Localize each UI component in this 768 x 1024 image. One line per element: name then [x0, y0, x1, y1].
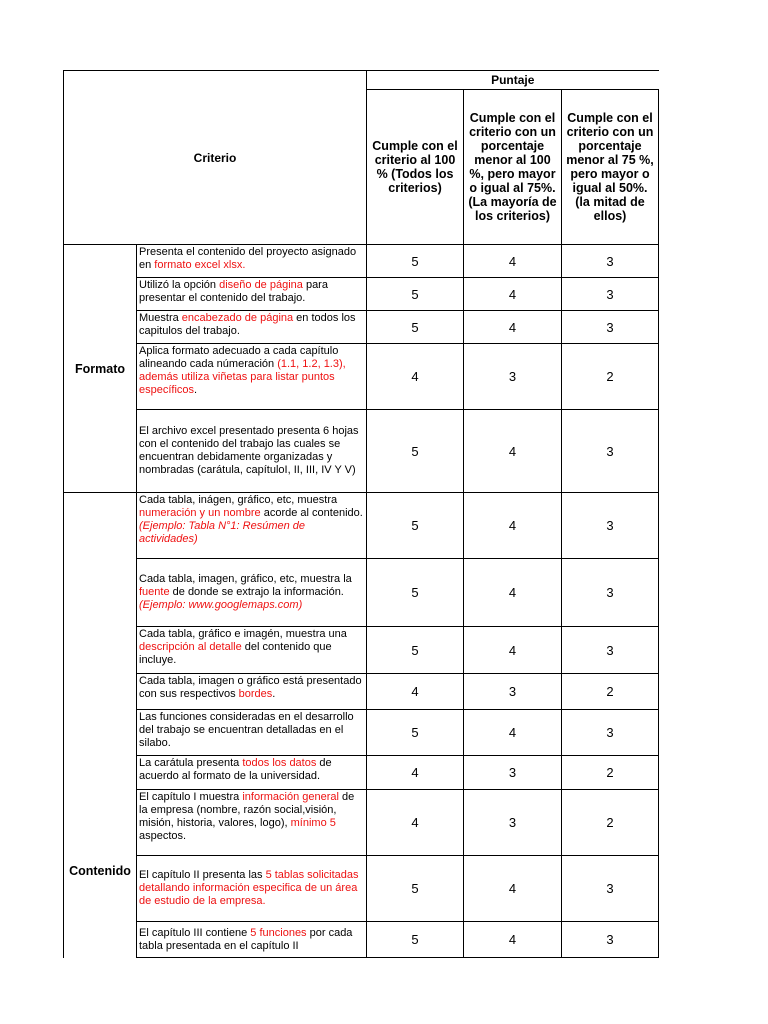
rubric-sheet: [63, 70, 659, 958]
score-cell: 2: [562, 756, 659, 790]
score-cell: 4: [464, 559, 562, 627]
score-cell: 3: [464, 790, 562, 856]
score-cell: 5: [367, 627, 464, 674]
score-cell: 5: [367, 245, 464, 278]
score-cell: 3: [464, 344, 562, 410]
criterion-segment: El capítulo II presenta las: [139, 869, 266, 881]
score-cell: 4: [367, 756, 464, 790]
score-cell: 3: [562, 710, 659, 756]
rubric-row: [64, 278, 659, 311]
score-cell: 4: [367, 790, 464, 856]
score-cell: 3: [562, 245, 659, 278]
criterion-segment: El capítulo I muestra: [139, 791, 243, 803]
criterion-segment: Cada tabla, gráfico e imagén, muestra una: [139, 628, 347, 640]
score-cell: 3: [562, 856, 659, 922]
score-cell: 3: [562, 922, 659, 958]
criterion-highlight: bordes: [238, 688, 273, 700]
category-formato: Formato: [64, 245, 137, 493]
rubric-row: [64, 559, 659, 627]
rubric-row: [64, 790, 659, 856]
rubric-row: [64, 922, 659, 958]
rubric-row: [64, 710, 659, 756]
criterion-segment: acorde al contenido.: [260, 507, 363, 519]
criterion-segment: de donde se extrajo la información.: [169, 586, 344, 598]
criterion-highlight: encabezado de página: [181, 312, 294, 324]
criterion-highlight: 5 funciones: [250, 926, 307, 939]
score-cell: 4: [464, 922, 562, 958]
score-cell: 4: [464, 278, 562, 311]
score-cell: 5: [367, 493, 464, 559]
criterion-highlight: (Ejemplo: Tabla N°1: Resúmen de actividades): [139, 520, 306, 545]
criterion-segment: .: [194, 384, 198, 396]
rubric-row: [64, 627, 659, 674]
score-cell: 4: [464, 627, 562, 674]
rubric-row: [64, 311, 659, 344]
criterion-segment: de acuerdo al formato de la universidad.: [139, 757, 332, 782]
score-cell: 4: [464, 856, 562, 922]
category-contenido: Contenido: [64, 493, 137, 958]
score-cell: 4: [464, 493, 562, 559]
score-cell: 3: [562, 627, 659, 674]
criterion-text: [137, 790, 367, 856]
score-cell: 4: [367, 674, 464, 710]
criterion-segment: El capítulo III contiene: [139, 926, 251, 939]
criterion-text: [137, 674, 367, 710]
criterion-segment: El archivo excel presentado presenta 6 hojas con el contenido del trabajo las cuales se encuentran debidamente organizadas y nombradas (carátula, capítuloI, II, III, IV Y V): [139, 425, 359, 476]
rubric-row: [64, 410, 659, 493]
puntaje-header: Puntaje: [367, 71, 659, 90]
rubric-row: [64, 856, 659, 922]
criterion-segment: Cada tabla, imagen o gráfico está presentado con sus respectivos: [139, 675, 362, 700]
criterion-segment: para presentar el contenido del trabajo.: [139, 279, 328, 304]
score-cell: 5: [367, 559, 464, 627]
score-cell: 4: [464, 410, 562, 493]
criterion-highlight: descripción al detalle: [139, 641, 242, 653]
score-cell: 2: [562, 790, 659, 856]
criterion-text: [137, 278, 367, 311]
criterion-segment: Cada tabla, inágen, gráfico, etc, muestra: [139, 494, 338, 506]
score-cell: 4: [464, 245, 562, 278]
criterion-text: [137, 344, 367, 410]
score-column-header-75: Cumple con el criterio con un porcentaje menor al 100 %, pero mayor o igual al 75%. (La mayoría de los criterios): [464, 90, 562, 245]
criterion-segment: Muestra: [139, 312, 182, 324]
score-cell: 3: [562, 410, 659, 493]
score-cell: 4: [464, 311, 562, 344]
criterion-text: [137, 311, 367, 344]
criterion-segment: La carátula presenta: [139, 757, 243, 769]
criterion-segment: .: [272, 688, 276, 700]
criterion-highlight: 5 tablas solicitadas detallando información especifica de un área de estudio de la empresa.: [139, 869, 359, 907]
criterion-text: [137, 493, 367, 559]
score-cell: 3: [562, 559, 659, 627]
score-column-header-100: Cumple con el criterio al 100 % (Todos los criterios): [367, 90, 464, 245]
criterion-highlight: numeración y un nombre: [139, 507, 261, 519]
criterion-segment: por cada tabla presentada en el capítulo II: [139, 926, 353, 952]
criterion-text: [137, 710, 367, 756]
rubric-row: [64, 756, 659, 790]
criterion-highlight: (Ejemplo: www.googlemaps.com): [139, 599, 303, 611]
criterion-highlight: diseño de página: [219, 279, 303, 291]
criterion-text: [137, 627, 367, 674]
score-cell: 2: [562, 344, 659, 410]
criterion-segment: de la empresa (nombre, razón social,visión, misión, historia, valores, logo),: [139, 791, 355, 829]
score-cell: 5: [367, 856, 464, 922]
score-cell: 3: [562, 278, 659, 311]
rubric-row: [64, 493, 659, 559]
rubric-table: [63, 70, 659, 958]
criterion-text: [137, 922, 367, 958]
criterion-highlight: mínimo 5: [290, 817, 336, 829]
rubric-row: [64, 245, 659, 278]
score-cell: 3: [562, 311, 659, 344]
criterion-highlight: formato excel xlsx.: [154, 259, 246, 271]
score-cell: 3: [562, 493, 659, 559]
score-cell: 3: [464, 756, 562, 790]
criterion-highlight: (1.1, 1.2, 1.3), además utiliza viñetas para listar puntos específicos: [139, 358, 346, 396]
rubric-row: [64, 344, 659, 410]
rubric-row: [64, 674, 659, 710]
criterion-highlight: todos los datos: [242, 757, 317, 769]
score-cell: 4: [367, 344, 464, 410]
criterion-text: [137, 559, 367, 627]
score-cell: 5: [367, 311, 464, 344]
score-cell: 5: [367, 710, 464, 756]
criterion-segment: Las funciones consideradas en el desarrollo del trabajo se encuentran detalladas en el silabo.: [139, 711, 354, 749]
criterion-segment: Utilizó la opción: [139, 279, 220, 291]
criterion-highlight: fuente: [139, 586, 170, 598]
score-cell: 3: [464, 674, 562, 710]
criterion-segment: Presenta el contenido del proyecto asignado en: [139, 246, 357, 271]
criterion-segment: Cada tabla, imagen, gráfico, etc, muestra la: [139, 573, 352, 585]
score-column-header-50: Cumple con el criterio con un porcentaje menor al 75 %, pero mayor o igual al 50%. (la mitad de ellos): [562, 90, 659, 245]
criterion-text: [137, 245, 367, 278]
score-cell: 5: [367, 278, 464, 311]
score-cell: 2: [562, 674, 659, 710]
criterion-segment: aspectos.: [139, 830, 187, 842]
criterion-highlight: información general: [242, 791, 339, 803]
criterion-segment: del contenido que incluye.: [139, 641, 332, 666]
criterion-segment: en todos los capitulos del trabajo.: [139, 312, 356, 337]
criterio-header: Criterio: [64, 71, 367, 245]
criterion-text: [137, 856, 367, 922]
criterion-segment: Aplica formato adecuado a cada capítulo alineando cada númeración: [139, 345, 339, 370]
criterion-text: [137, 756, 367, 790]
score-cell: 4: [464, 710, 562, 756]
score-cell: 5: [367, 410, 464, 493]
score-cell: 5: [367, 922, 464, 958]
criterion-text: [137, 410, 367, 493]
